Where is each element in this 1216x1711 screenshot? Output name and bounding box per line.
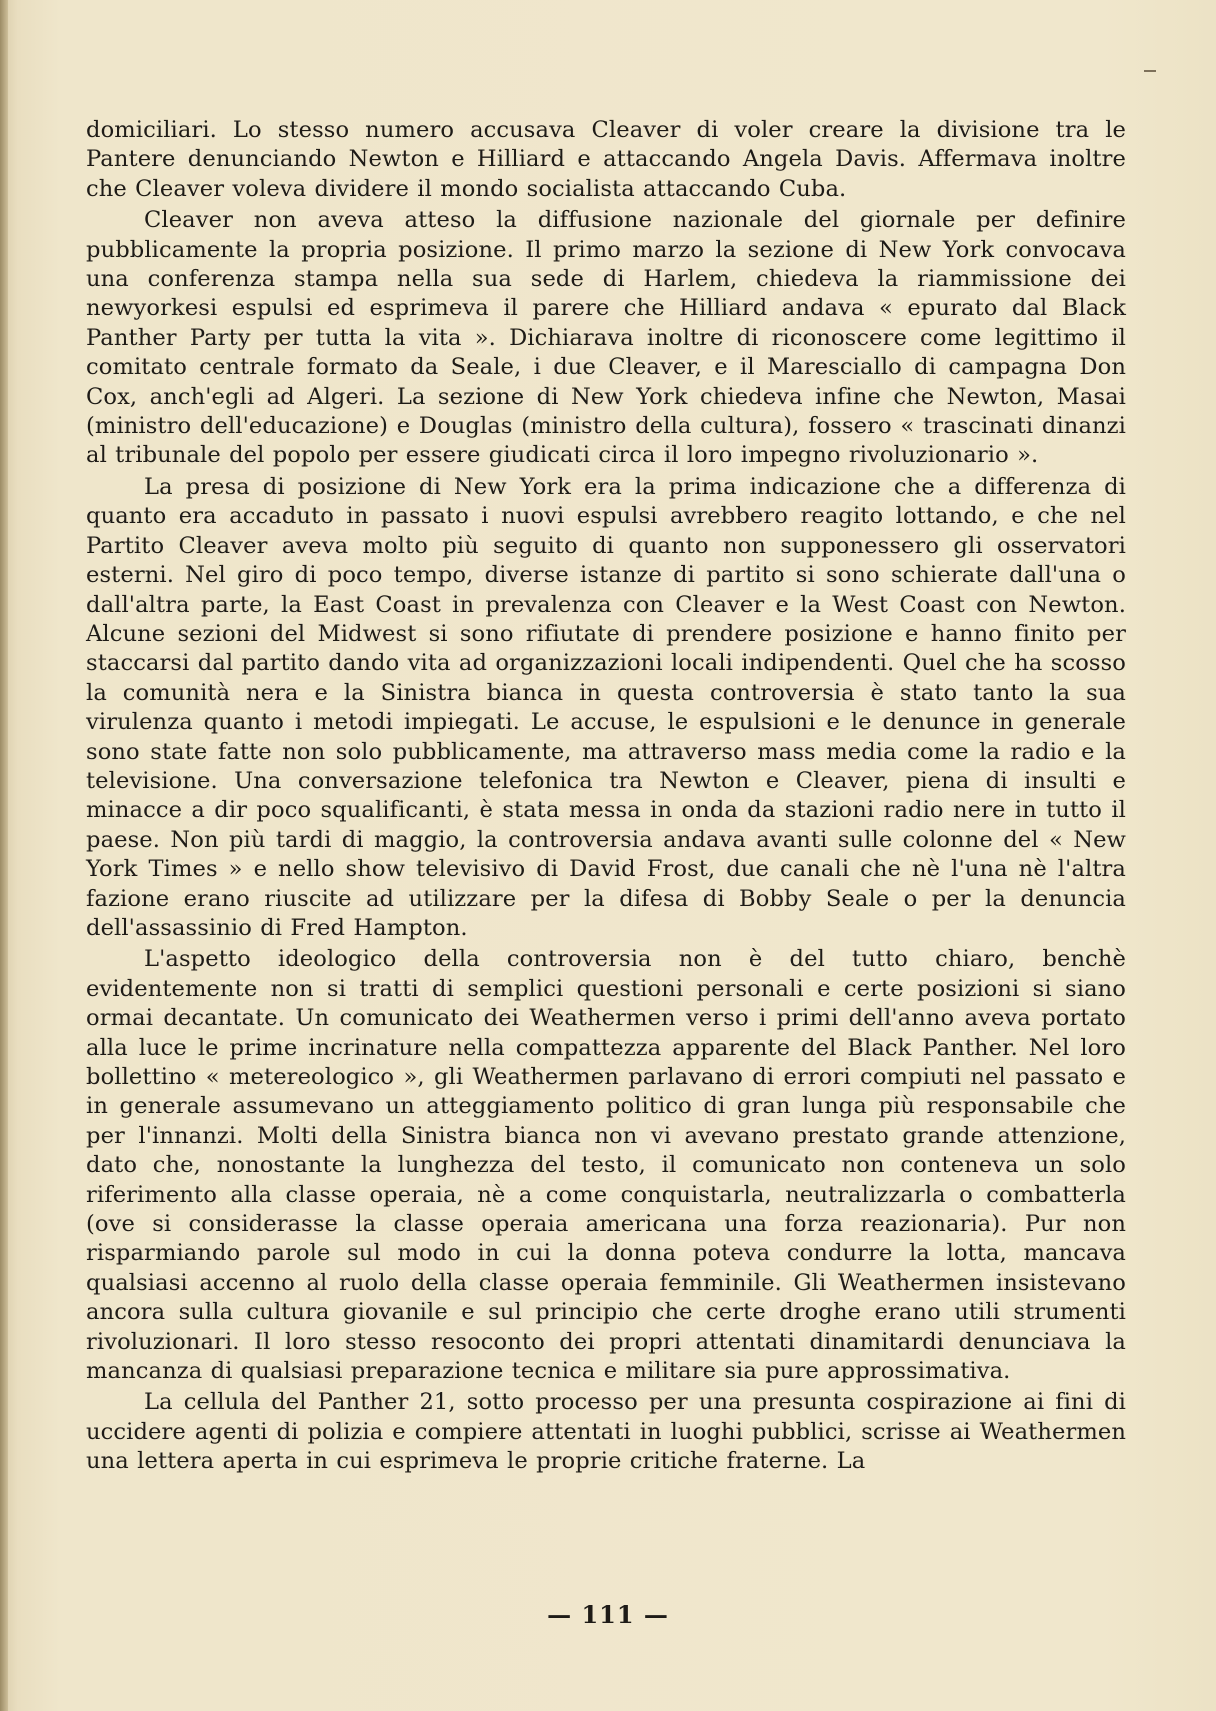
- paragraph-4: L'aspetto ideologico della controversia non è del tutto chiaro, benchè evidentemente non si tratti di semplici questioni personali e certe posizioni si siano ormai decantate. Un comunicato dei Weathermen verso i primi dell'anno aveva portato alla luce le prime incrinature nella compattezza apparente del Black Panther. Nel loro bollettino « metereologico », gli Weathermen parlavano di errori compiuti nel passato e in generale assumevano un atteggiamento politico di gran lunga più responsabile che per l'innanzi. Molti della Sinistra bianca non vi avevano prestato grande attenzione, dato che, nonostante la lunghezza del testo, il comunicato non conteneva un solo riferimento alla classe operaia, nè a come conquistarla, neutralizzarla o combatterla (ove si considerasse la classe operaia americana una forza reazionaria). Pur non risparmiando parole sul modo in cui la donna poteva condurre la lotta, mancava qualsiasi accenno al ruolo della classe operaia femminile. Gli Weathermen insistevano ancora sulla cultura giovanile e sul principio che certe droghe erano utili strumenti rivoluzionari. Il loro stesso resoconto dei propri attentati dinamitardi denunciava la mancanza di qualsiasi preparazione tecnica e militare sia pure approssimativa.: [86, 946, 1126, 1385]
- page-binding-edge: [0, 0, 8, 1711]
- page-number: — 111 —: [547, 1600, 669, 1629]
- body-text: [86, 116, 1126, 1477]
- paragraph-5: La cellula del Panther 21, sotto processo per una presunta cospirazione ai fini di uccidere agenti di polizia e compiere attentati in luoghi pubblici, scrisse ai Weathermen una lettera aperta in cui esprimeva le proprie critiche fraterne. La: [86, 1389, 1126, 1475]
- paragraph-3: La presa di posizione di New York era la prima indicazione che a differenza di quanto era accaduto in passato i nuovi espulsi avrebbero reagito lottando, e che nel Partito Cleaver aveva molto più seguito di quanto non supponessero gli osservatori esterni. Nel giro di poco tempo, diverse istanze di partito si sono schierate dall'una o dall'altra parte, la East Coast in prevalenza con Cleaver e la West Coast con Newton. Alcune sezioni del Midwest si sono rifiutate di prendere posizione e hanno finito per staccarsi dal partito dando vita ad organizzazioni locali indipendenti. Quel che ha scosso la comunità nera e la Sinistra bianca in questa controversia è stato tanto la sua virulenza quanto i metodi impiegati. Le accuse, le espulsioni e le denunce in generale sono state fatte non solo pubblicamente, ma attraverso mass media come la radio e la televisione. Una conversazione telefonica tra Newton e Cleaver, piena di insulti e minacce a dir poco squalificanti, è stata messa in onda da stazioni radio nere in tutto il paese. Non più tardi di maggio, la controversia andava avanti sulle colonne del « New York Times » e nello show televisivo di David Frost, due canali che nè l'una nè l'altra fazione erano riuscite ad utilizzare per la difesa di Bobby Seale o per la denuncia dell'assassinio di Fred Hampton.: [86, 473, 1126, 941]
- paragraph-1: domiciliari. Lo stesso numero accusava Cleaver di voler creare la divisione tra le Pantere denunciando Newton e Hilliard e attaccando Angela Davis. Affermava inoltre che Cleaver voleva dividere il mondo socialista attaccando Cuba.: [86, 117, 1126, 202]
- print-mark: [1144, 70, 1156, 72]
- paragraph-2: Cleaver non aveva atteso la diffusione nazionale del giornale per definire pubblicamente la propria posizione. Il primo marzo la sezione di New York convocava una conferenza stampa nella sua sede di Harlem, chiedeva la riammissione dei newyorkesi espulsi ed esprimeva il parere che Hilliard andava « epurato dal Black Panther Party per tutta la vita ». Dichiarava inoltre di riconoscere come legittimo il comitato centrale formato da Seale, i due Cleaver, e il Maresciallo di campagna Don Cox, anch'egli ad Algeri. La sezione di New York chiedeva infine che Newton, Masai (ministro dell'educazione) e Douglas (ministro della cultura), fossero « trascinati dinanzi al tribunale del popolo per essere giudicati circa il loro impegno rivoluzionario ».: [86, 207, 1126, 469]
